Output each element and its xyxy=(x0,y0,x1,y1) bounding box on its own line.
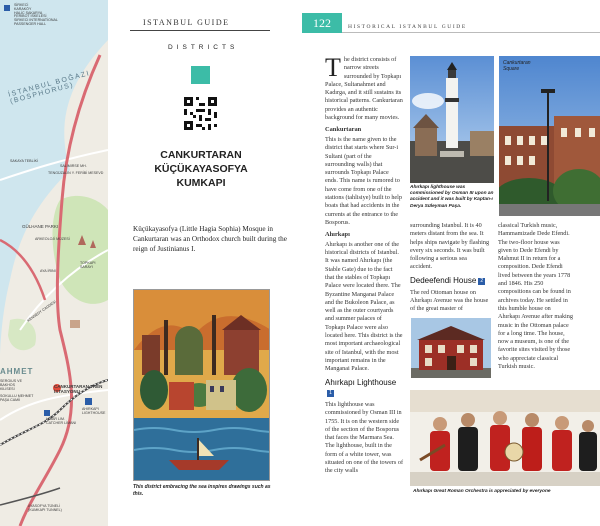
map-label-tunnel: AYASOFYA TÜNELİ (KUMKAPI TUNNEL) xyxy=(28,504,62,512)
map-label-lighthouse: AHIRKAPI LIGHTHOUSE xyxy=(82,407,106,415)
page-number: 122 xyxy=(302,13,342,33)
map-label-palace: TOPKAPI SARAYI xyxy=(80,261,96,269)
ahirkapi-heading: Ahırkapı xyxy=(325,231,350,239)
house-text: The red Ottoman house on Ahırkapı Avenue was the house of the great master of xyxy=(410,288,489,313)
right-header-rule xyxy=(342,32,600,33)
teal-marker xyxy=(191,66,210,84)
left-page-header: ISTANBUL GUIDE xyxy=(143,18,230,27)
house-photo-graphic xyxy=(411,318,491,378)
painting-graphic xyxy=(134,290,270,481)
map-label-museum: ARKEOLOJİ MÜZESİ xyxy=(35,237,70,241)
lighthouse-heading xyxy=(325,378,403,399)
text-column-3 xyxy=(498,222,573,375)
house-text-continued: classical Turkish music, Hammamizade Dede Efendi. The two-floor house was given to Dede Efendi by Mahmut II in return for a composition. Dede Efendi lived between the years 1778 and 1846. His 250 compositions can be found in archives today. He settled in this humble house on Ahırkapı Avenue after making music in the Ottoman palace for a long time. The house, now a museum, is one of the favorite sites visited by those who appreciate classical Turkish music. xyxy=(498,222,573,371)
ahirkapi-text: Ahırkapı is another one of the historical districts of Istanbul. It was named Ahırkapı (the Stable Gate) due to the fact that the stables of Topkapı Palace were located there. The Byzantine Manganai Palace and the Bukoleon Palace, as well as the outer courtyards and summer palaces of Topkapı Palace were also located here. This district is the most important archaeological site of Istanbul, with the most important remains in the Manganai Palace. xyxy=(325,240,403,373)
map-label-street3: SAKAYA TEBLİKİ xyxy=(10,159,38,163)
square-caption: Cankurtaran Square xyxy=(503,60,531,72)
lighthouse-photo-graphic xyxy=(410,56,494,183)
map-label-kaya: HİSAR LIM. CATCHER LİMANI xyxy=(46,417,77,425)
section-label: DISTRICTS xyxy=(168,44,239,51)
map-label-strait: İSTANBUL BOĞAZI (BOSPHORUS) xyxy=(7,70,91,106)
page-title: CANKURTARAN KÜÇÜKAYASOFYA KUMKAPI xyxy=(154,149,248,190)
intro-body: he district consists of narrow streets surrounded by Topkapı Palace, Sultanahmet and Kadırga, and it still sustains its historical patterns. Cankurtaran provides an authentic background for many movies. xyxy=(325,56,403,122)
orchestra-photo-graphic xyxy=(410,390,600,486)
intro-text: Küçükayasofya (Little Hagia Sophia) Mosque in Cankurtaran was an Orthodox church built during the reign of Justinianus I. xyxy=(133,225,287,254)
qr-code[interactable] xyxy=(184,97,217,130)
map-label-church: SERGIUS VE BAKHOS KİLİSESİ xyxy=(0,379,22,391)
lighthouse-text-continued: surrounding Istanbul. It is 40 meters distant from the sea. It helps ships navigate by flashing every six seconds. It was built following a serious sea accident. xyxy=(410,222,490,271)
orchestra-caption: Ahırkapı Great Roman Orchestra is appreciated by everyone xyxy=(413,489,551,494)
lighthouse-text: This lighthouse was commissioned by Osman III in 1755. It is on the western side of the section of the Bosporus that faces the Marmara Sea. The lighthouse, built in the form of a white tower, was situated on one of the towers of the city walls xyxy=(325,400,404,475)
square-photo-graphic xyxy=(499,56,600,216)
text-column-1 xyxy=(325,53,404,480)
map-label-station-bottom: CANKURTARAN TREN İSTASYONU xyxy=(54,384,103,394)
text-column-2 xyxy=(410,222,490,317)
lighthouse-photo xyxy=(410,56,494,183)
house-badge: 2 xyxy=(478,278,485,285)
cankurtaran-heading: Cankurtaran xyxy=(325,126,362,134)
map-label-street2: TENGÜZALIN Y. FERİBİ MESEVD xyxy=(48,171,104,175)
map-label-street1: SALIMIRSE MH. xyxy=(60,164,87,168)
house-heading-label: Dedeefendi House xyxy=(410,275,477,285)
district-map xyxy=(0,0,108,526)
lighthouse-heading-label: Ahırkapı Lighthouse xyxy=(325,377,397,387)
intro-paragraph xyxy=(325,53,403,122)
map-label-street4: KENNEDY CADDESİ xyxy=(26,299,57,323)
house-heading xyxy=(410,276,490,287)
map-label-mosque: SOKULLU MEHMET PAŞA CAMİİ xyxy=(0,394,34,402)
map-label-station-top: SİRKECİ KARAKÖY HALİC SAKARYA FERİBOT İSKELESİ SİRKECİ INTERNATİONAL PASSENGER HALL xyxy=(14,3,58,26)
cankurtaran-square-photo xyxy=(499,56,600,216)
orchestra-photo xyxy=(410,390,600,486)
painting-caption: This district embracing the sea inspires drawings such as this. xyxy=(133,484,271,497)
lighthouse-caption: Ahırkapı lighthouse was commissioned by Osman III upon an accident and it was built by Kaptan-ı Derya Süleyman Paşa. xyxy=(410,185,494,209)
map-label-hagia: AYA İRINI xyxy=(40,269,56,273)
cankurtaran-text: This is the name given to the district that starts where Sur-i Sultani (part of the surrounding walls) that surrounds Topkapı Palace ends. This name is rumored to have come from one of the stations (tahlisiye) built to help boats that had accidents in the currents at the entrance to the Bosporus. xyxy=(325,135,402,226)
dedeefendi-house-photo xyxy=(411,318,491,378)
right-page-header: HISTORICAL ISTANBUL GUIDE xyxy=(348,24,467,30)
map-label-park: GÜLHANE PARKI xyxy=(22,224,59,229)
map-label-neighborhood: AHMET xyxy=(0,367,34,376)
left-header-rule xyxy=(130,30,270,31)
drop-cap: T xyxy=(325,53,341,82)
lighthouse-badge: 1 xyxy=(327,390,334,397)
district-painting xyxy=(133,289,270,481)
